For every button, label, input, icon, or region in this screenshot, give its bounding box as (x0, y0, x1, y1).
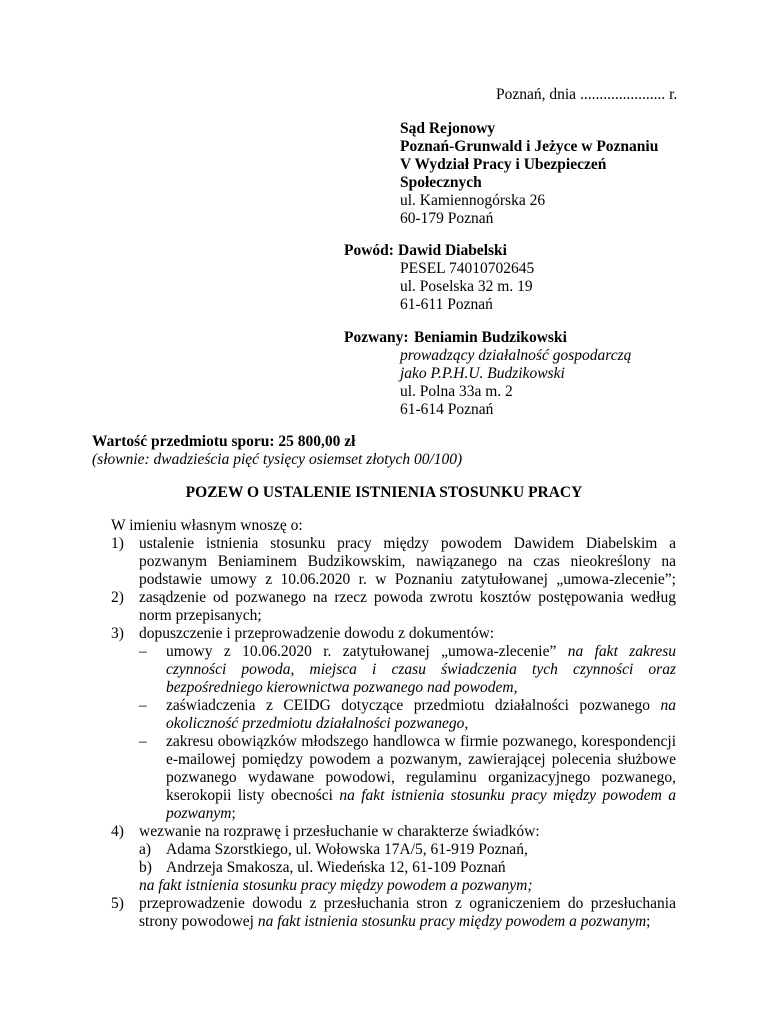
sub-item-text-part: kserokopii listy obecności (166, 787, 333, 804)
court-name-line2: Poznań-Grunwald i Jeżyce w Poznaniu (400, 138, 659, 155)
sub-item-text (166, 805, 236, 823)
sub-item-text-part: umowy z 10.06.2020 r. zatytułowanej „umowa-zlecenie” (166, 643, 557, 660)
sub-item-text: zakresu obowiązków młodszego handlowca w firmie pozwanego, korespondencji (166, 733, 676, 750)
witness-letter: b) (139, 859, 152, 876)
item-text: norm przepisanych; (139, 607, 262, 624)
plaintiff-name: Dawid Diabelski (398, 242, 507, 259)
sub-item-text (166, 787, 676, 805)
sub-item-fact: okoliczność przedmiotu działalności pozwanego, (166, 715, 469, 732)
plaintiff-street: ul. Poselska 32 m. 19 (400, 278, 533, 295)
sub-item-fact: na (660, 697, 676, 714)
witness-fact: na fakt istnienia stosunku pracy między powodem a pozwanym; (139, 877, 533, 894)
item-text: dopuszczenie i przeprowadzenie dowodu z dokumentów: (139, 625, 495, 642)
dispute-value-words: (słownie: dwadzieścia pięć tysięcy osiemset złotych 00/100) (92, 451, 463, 468)
item-text: przeprowadzenie dowodu z przesłuchania stron z ograniczeniem do przesłuchania (139, 895, 676, 912)
defendant-city: 61-614 Poznań (400, 401, 494, 418)
sub-item-fact: na fakt zakresu (567, 643, 677, 660)
witness-entry: Andrzeja Smakosza, ul. Wiedeńska 12, 61-109 Poznań (166, 859, 506, 876)
court-city: 60-179 Poznań (400, 210, 494, 227)
witness-entry: Adama Szorstkiego, ul. Wołowska 17A/5, 61-919 Poznań, (166, 841, 528, 858)
court-department-line2: Społecznych (400, 174, 482, 191)
plaintiff-city: 61-611 Poznań (400, 296, 493, 313)
court-name: Sąd Rejonowy (400, 120, 496, 137)
date-line: Poznań, dnia ...................... r. (496, 86, 678, 103)
sub-item-text (166, 697, 676, 715)
item-number: 2) (111, 589, 124, 606)
plaintiff-label: Powód: (344, 242, 394, 259)
item-fact: na fakt istnienia stosunku pracy między powodem a pozwanym (257, 913, 647, 930)
defendant-street: ul. Polna 33a m. 2 (400, 383, 513, 400)
court-street: ul. Kamiennogórska 26 (400, 192, 546, 209)
sub-item-fact: pozwanym (166, 805, 232, 822)
sub-item-fact: czynności powoda, miejsca i czasu świadczenia tych czynności oraz (166, 661, 676, 678)
defendant-name: Beniamin Budzikowski (414, 329, 567, 346)
item-text: wezwanie na rozprawę i przesłuchanie w charakterze świadków: (139, 823, 540, 840)
dispute-value: Wartość przedmiotu sporu: 25 800,00 zł (92, 433, 356, 450)
sub-item-text (166, 643, 676, 661)
item-text-part: strony powodowej (139, 913, 254, 930)
defendant-description-line2: jako P.P.H.U. Budzikowski (400, 365, 565, 382)
sub-item-text: pozwanego wydawane powodowi, regulaminu organizacyjnego pozwanego, (166, 769, 676, 786)
witness-letter: a) (139, 841, 152, 858)
defendant-description: prowadzący działalność gospodarczą (400, 347, 632, 364)
item-text (139, 913, 650, 931)
sub-item-fact: bezpośredniego kierownictwa pozwanego nad powodem, (166, 679, 518, 696)
document-title: POZEW O USTALENIE ISTNIENIA STOSUNKU PRACY (185, 484, 583, 501)
intro-text: W imieniu własnym wnoszę o: (111, 517, 303, 534)
sub-item-text-part: ; (231, 805, 236, 822)
item-text: pozwanym Beniaminem Budzikowskim, nawiązanego na czas nieokreślony na (139, 553, 676, 570)
court-department: V Wydział Pracy i Ubezpieczeń (400, 156, 607, 173)
sub-item-fact: na fakt istnienia stosunku pracy między powodem a (339, 787, 677, 804)
sub-item-text-part: zaświadczenia z CEIDG dotyczące przedmiotu działalności pozwanego (166, 697, 650, 714)
item-number: 4) (111, 823, 124, 840)
item-number: 5) (111, 895, 124, 912)
item-text-part: ; (646, 913, 651, 930)
dash-bullet: – (139, 643, 147, 660)
item-number: 1) (111, 535, 124, 552)
item-text: zasądzenie od pozwanego na rzecz powoda zwrotu kosztów postępowania według (139, 589, 676, 606)
defendant-label: Pozwany: (344, 329, 409, 346)
item-text: ustalenie istnienia stosunku pracy między powodem Dawidem Diabelskim a (139, 535, 676, 552)
dash-bullet: – (139, 733, 147, 750)
item-text: podstawie umowy z 10.06.2020 r. w Poznaniu zatytułowanej „umowa-zlecenie”; (139, 571, 676, 588)
item-number: 3) (111, 625, 124, 642)
dash-bullet: – (139, 697, 147, 714)
plaintiff-pesel: PESEL 74010702645 (400, 260, 535, 277)
sub-item-text: e-mailowej pomiędzy powodem a pozwanym, zawierającej polecenia służbowe (166, 751, 676, 768)
